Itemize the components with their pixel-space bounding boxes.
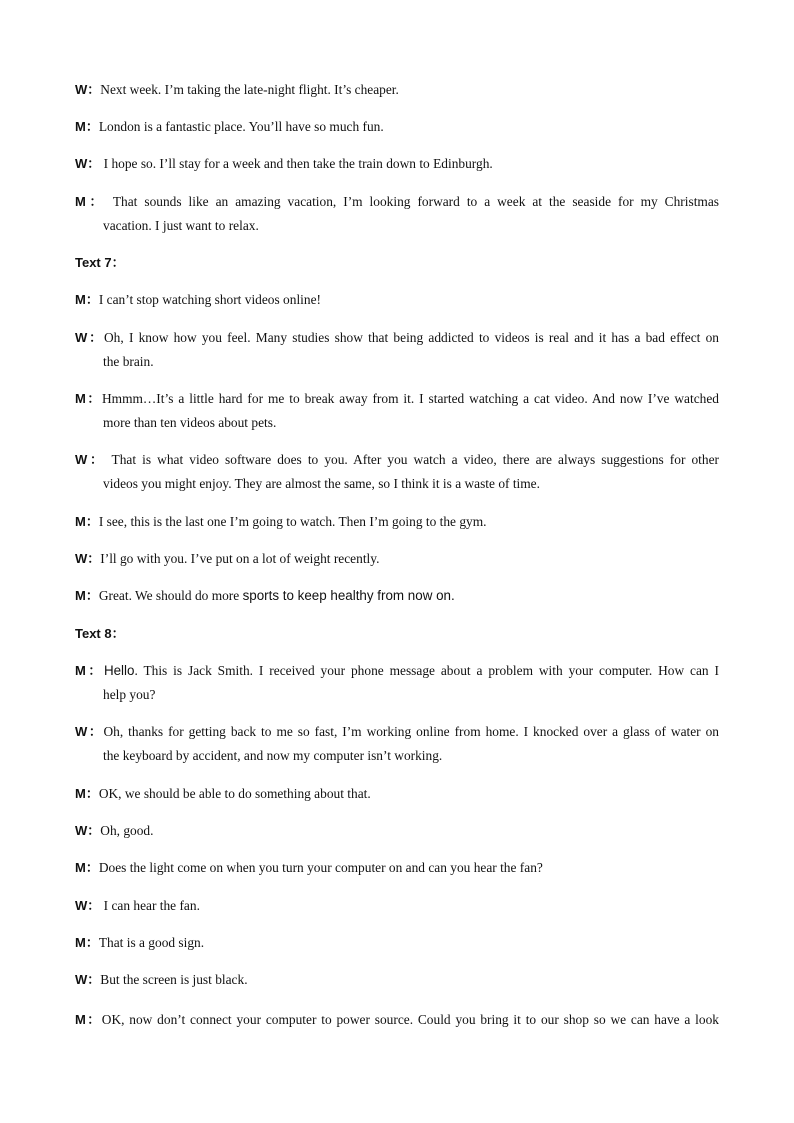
dialogue-text: Oh, thanks for getting back to me so fast, I’m working online from home. I knocked over a glass of water on bbox=[103, 724, 719, 739]
speaker-label: M： bbox=[75, 935, 99, 950]
dialogue-text: London is a fantastic place. You’ll have so much fun. bbox=[98, 119, 384, 134]
dialogue-line bbox=[75, 510, 719, 534]
dialogue-text: I can’t stop watching short videos online! bbox=[98, 292, 321, 307]
dialogue-text: I see, this is the last one I’m going to watch. Then I’m going to the gym. bbox=[98, 514, 487, 529]
dialogue-line bbox=[75, 387, 719, 435]
dialogue-text: Hmmm…It’s a little hard for me to break away from it. I started watching a cat video. And now I’ve watched bbox=[102, 391, 719, 406]
dialogue-line bbox=[75, 968, 719, 992]
dialogue-line bbox=[75, 931, 719, 955]
dialogue-text: I hope so. I’ll stay for a week and then take the train down to Edinburgh. bbox=[103, 156, 493, 171]
speaker-label: W： bbox=[75, 452, 106, 467]
speaker-label: M： bbox=[75, 514, 99, 529]
speaker-label: W： bbox=[75, 156, 101, 171]
speaker-label: W： bbox=[75, 898, 101, 913]
speaker-label: M： bbox=[75, 119, 99, 134]
dialogue-text: That is a good sign. bbox=[98, 935, 205, 950]
speaker-label: M： bbox=[75, 1012, 102, 1027]
dialogue-text: I’ll go with you. I’ve put on a lot of weight recently. bbox=[100, 551, 380, 566]
dialogue-text-continued: vacation. I just want to relax. bbox=[103, 218, 259, 233]
dialogue-text: But the screen is just black. bbox=[100, 972, 248, 987]
dialogue-text: Does the light come on when you turn your computer on and can you hear the fan? bbox=[98, 860, 543, 875]
dialogue-text-continued: the keyboard by accident, and now my computer isn’t working. bbox=[103, 748, 443, 763]
speaker-label: M： bbox=[75, 292, 99, 307]
dialogue-text: OK, now don’t connect your computer to power source. Could you bring it to our shop so we can have a look bbox=[101, 1012, 719, 1027]
speaker-label: M： bbox=[75, 588, 99, 603]
dialogue-line bbox=[75, 720, 719, 768]
dialogue-line bbox=[75, 326, 719, 374]
dialogue-line bbox=[75, 894, 719, 918]
dialogue-text-continued: videos you might enjoy. They are almost the same, so I think it is a waste of time. bbox=[103, 476, 540, 491]
dialogue-line bbox=[75, 856, 719, 880]
dialogue-line bbox=[75, 584, 719, 608]
speaker-label: W： bbox=[75, 823, 101, 838]
dialogue-line bbox=[75, 288, 719, 312]
dialogue-text-sans: sports to keep healthy from now on. bbox=[242, 588, 455, 603]
section-heading-text8: Text 8： bbox=[75, 626, 125, 641]
dialogue-line bbox=[75, 78, 719, 102]
dialogue-line bbox=[75, 782, 719, 806]
speaker-label: W： bbox=[75, 724, 104, 739]
speaker-label: W： bbox=[75, 330, 105, 345]
dialogue-text: OK, we should be able to do something about that. bbox=[98, 786, 371, 801]
dialogue-line bbox=[75, 190, 719, 238]
dialogue-text: Oh, I know how you feel. Many studies show that being addicted to videos is real and it has a bad effect on bbox=[104, 330, 719, 345]
dialogue-text-continued: the brain. bbox=[103, 354, 154, 369]
speaker-label: M： bbox=[75, 860, 99, 875]
dialogue-line bbox=[75, 115, 719, 139]
dialogue-text: Next week. I’m taking the late-night flight. It’s cheaper. bbox=[100, 82, 399, 97]
section-heading-text7: Text 7： bbox=[75, 255, 125, 270]
dialogue-line bbox=[75, 659, 719, 707]
speaker-label: M： bbox=[75, 391, 102, 406]
dialogue-text-continued: help you? bbox=[103, 687, 156, 702]
dialogue-text: Oh, good. bbox=[100, 823, 154, 838]
dialogue-text: . This is Jack Smith. I received your phone message about a problem with your computer. How can I bbox=[134, 663, 719, 678]
dialogue-text: I can hear the fan. bbox=[103, 898, 200, 913]
speaker-label: W： bbox=[75, 972, 101, 987]
dialogue-text: Great. We should do more bbox=[98, 588, 243, 603]
dialogue-text: That sounds like an amazing vacation, I’m looking forward to a week at the seaside for my Christmas bbox=[112, 194, 719, 209]
speaker-label: W： bbox=[75, 551, 101, 566]
dialogue-line bbox=[75, 152, 719, 176]
dialogue-line bbox=[75, 448, 719, 496]
speaker-label: M： bbox=[75, 663, 104, 678]
dialogue-line bbox=[75, 819, 719, 843]
dialogue-text: That is what video software does to you. After you watch a video, there are always suggestions for other bbox=[111, 452, 719, 467]
dialogue-line bbox=[75, 1008, 719, 1032]
greeting-text: Hello bbox=[103, 663, 135, 678]
dialogue-line bbox=[75, 547, 719, 571]
speaker-label: M： bbox=[75, 194, 107, 209]
speaker-label: W： bbox=[75, 82, 101, 97]
dialogue-text-continued: more than ten videos about pets. bbox=[103, 415, 277, 430]
speaker-label: M： bbox=[75, 786, 99, 801]
